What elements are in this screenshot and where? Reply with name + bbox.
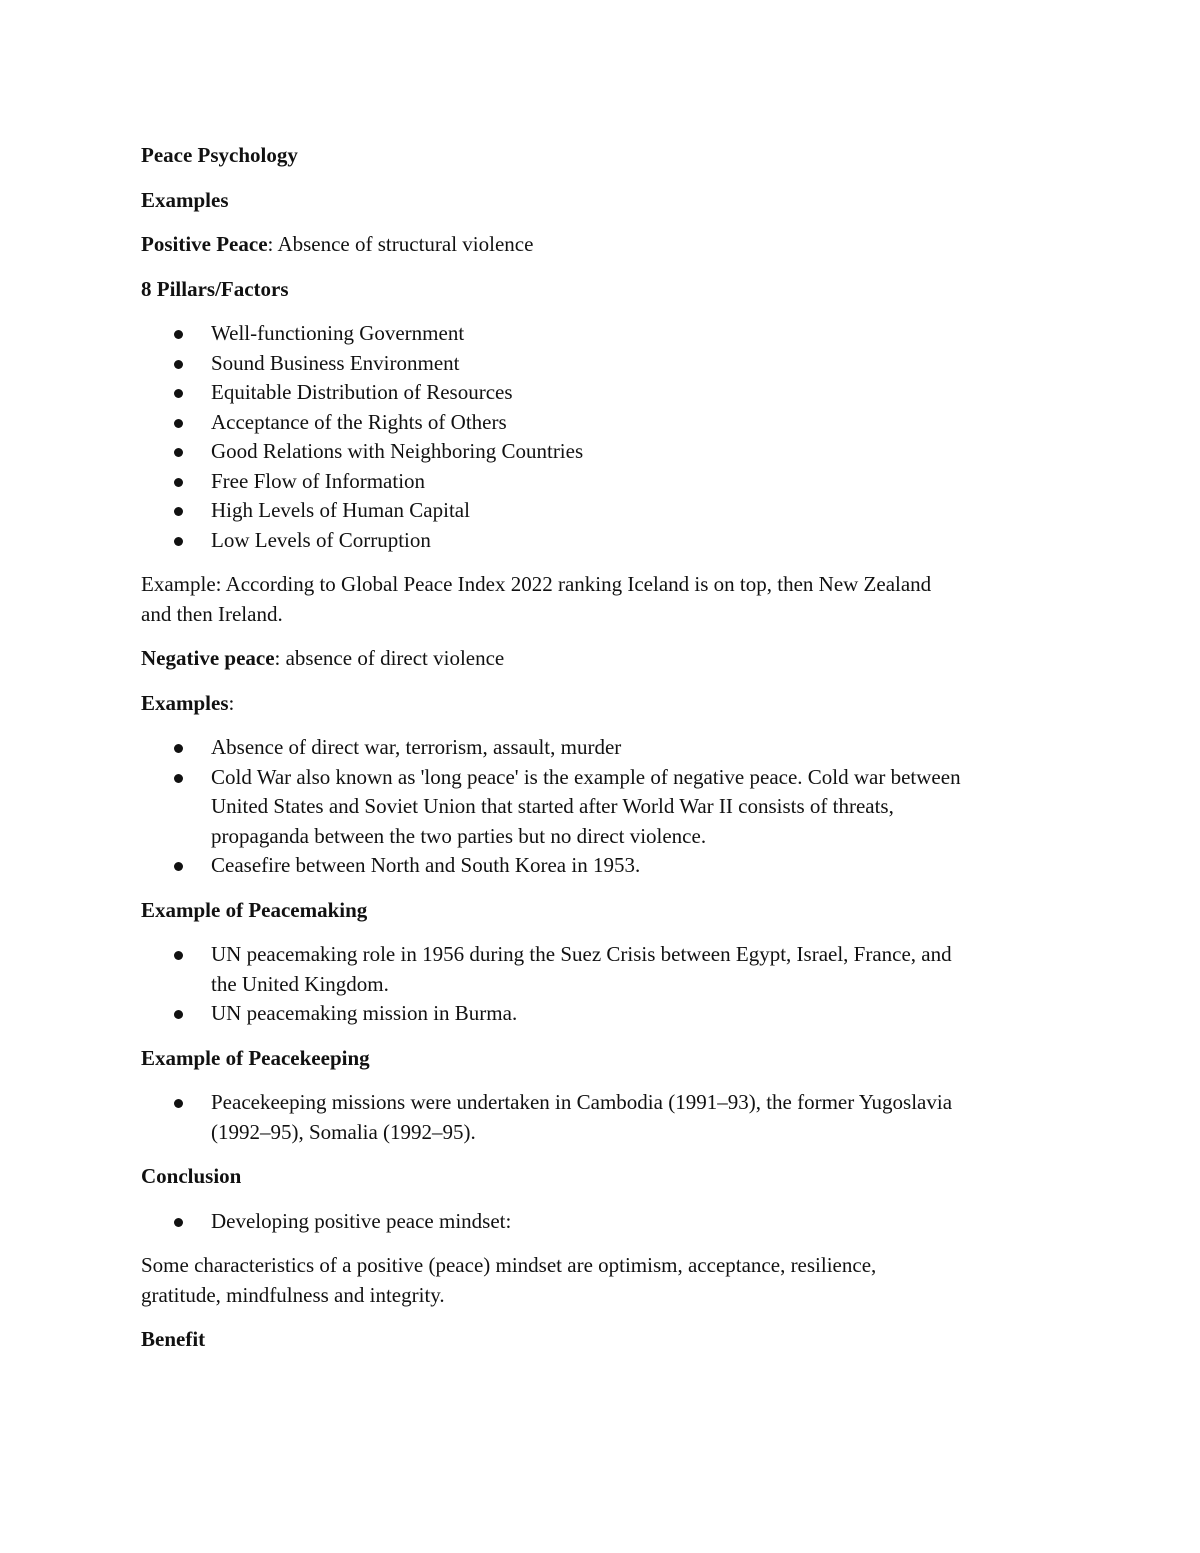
mindset-paragraph: Some characteristics of a positive (peace) mindset are optimism, acceptance, resilience, gratitude, mindfulness and integrity. (141, 1253, 877, 1307)
list-item: Cold War also known as 'long peace' is the example of negative peace. Cold war between United States and Soviet Union that started after World War II consists of threats, propaganda between the two parties but no direct violence. (141, 763, 1061, 852)
list-item: Absence of direct war, terrorism, assault, murder (141, 733, 1061, 763)
list-item: Low Levels of Corruption (141, 526, 1061, 556)
conclusion-heading: Conclusion (141, 1164, 242, 1188)
negative-peace-definition (141, 644, 1061, 674)
conclusion-list (141, 1207, 1061, 1237)
bullet-icon (174, 1218, 183, 1227)
bullet-icon (174, 448, 183, 457)
pillars-list (141, 319, 1061, 555)
document-title: Peace Psychology (141, 143, 298, 167)
negative-examples-heading: Examples: (141, 690, 235, 715)
list-item: Equitable Distribution of Resources (141, 378, 1061, 408)
bullet-icon (174, 744, 183, 753)
negative-peace-term: Negative peace (141, 646, 275, 670)
peacemaking-list (141, 940, 1061, 1029)
list-item: Good Relations with Neighboring Countries (141, 437, 1061, 467)
negative-examples-list (141, 733, 1061, 881)
list-item: UN peacemaking mission in Burma. (141, 999, 1061, 1029)
bullet-icon (174, 537, 183, 546)
list-item: High Levels of Human Capital (141, 496, 1061, 526)
bullet-icon (174, 1099, 183, 1108)
list-item: Sound Business Environment (141, 349, 1061, 379)
bullet-icon (174, 951, 183, 960)
list-item: Free Flow of Information (141, 467, 1061, 497)
gpi-example: Example: According to Global Peace Index 2022 ranking Iceland is on top, then New Zealand and then Ireland. (141, 572, 932, 626)
negative-peace-text: : absence of direct violence (274, 646, 505, 670)
positive-peace-definition (141, 230, 1061, 260)
bullet-icon (174, 389, 183, 398)
positive-peace-term: Positive Peace (141, 232, 268, 256)
examples-heading: Examples (141, 187, 229, 212)
list-item: Peacekeeping missions were undertaken in Cambodia (1991–93), the former Yugoslavia (1992–95), Somalia (1992–95). (141, 1088, 1061, 1147)
benefit-heading: Benefit (141, 1327, 206, 1351)
bullet-icon (174, 419, 183, 428)
list-item: Well-functioning Government (141, 319, 1061, 349)
bullet-icon (174, 774, 183, 783)
list-item: Developing positive peace mindset: (141, 1207, 1061, 1237)
list-item: UN peacemaking role in 1956 during the Suez Crisis between Egypt, Israel, France, and the United Kingdom. (141, 940, 1061, 999)
list-item: Ceasefire between North and South Korea in 1953. (141, 851, 1061, 881)
bullet-icon (174, 360, 183, 369)
bullet-icon (174, 862, 183, 871)
peacemaking-heading: Example of Peacemaking (141, 897, 368, 922)
bullet-icon (174, 478, 183, 487)
list-item: Acceptance of the Rights of Others (141, 408, 1061, 438)
positive-peace-text: : Absence of structural violence (267, 232, 534, 256)
bullet-icon (174, 507, 183, 516)
peacekeeping-list (141, 1088, 1061, 1147)
document-page (141, 141, 1061, 1355)
bullet-icon (174, 330, 183, 339)
bullet-icon (174, 1010, 183, 1019)
peacekeeping-heading: Example of Peacekeeping (141, 1045, 370, 1070)
pillars-heading: 8 Pillars/Factors (141, 276, 289, 301)
